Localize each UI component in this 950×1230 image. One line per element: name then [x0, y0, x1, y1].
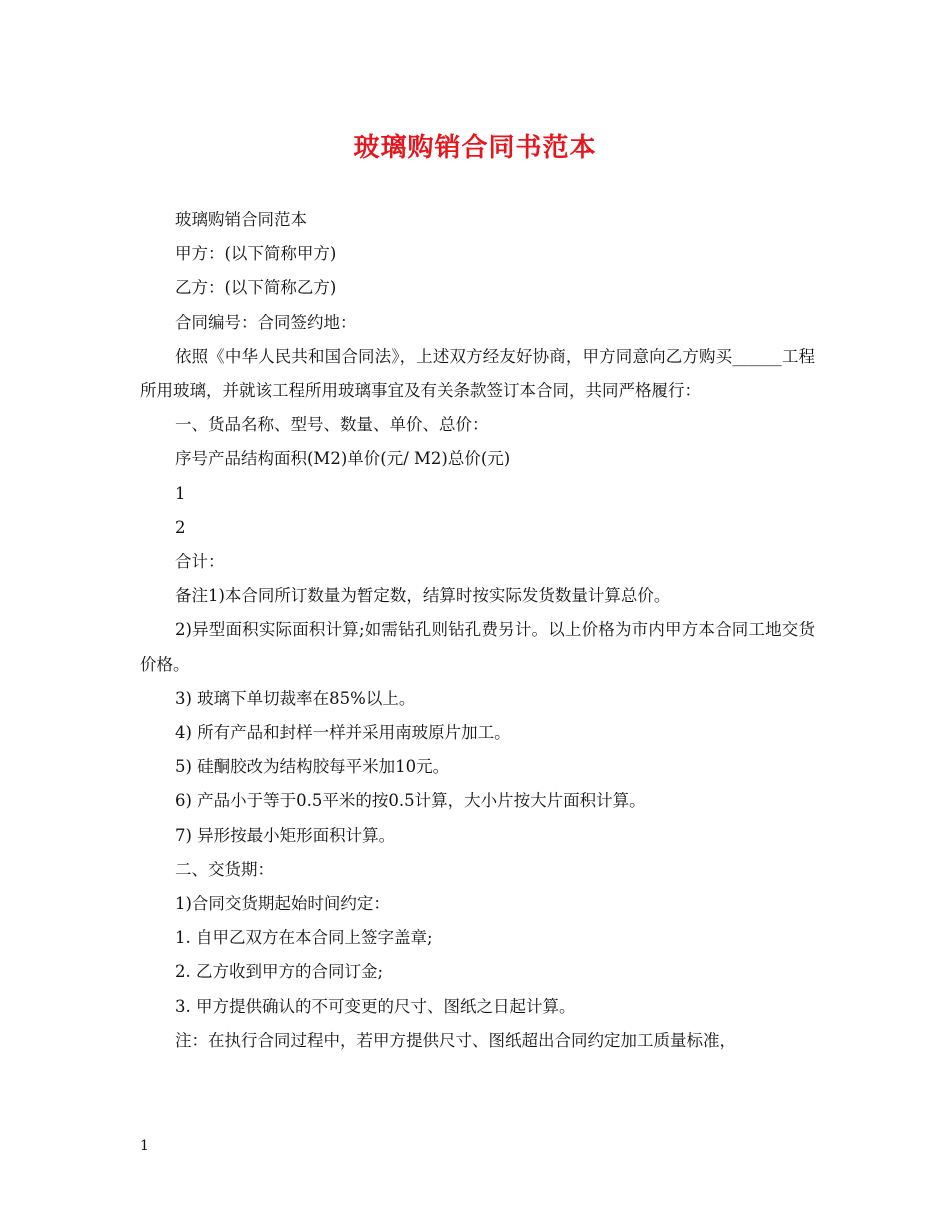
- note-5: 5) 硅酮胶改为结构胶每平米加10元。: [175, 757, 450, 777]
- delivery-start: 1)合同交货期起始时间约定：: [175, 894, 390, 914]
- note-1: 备注1)本合同所订数量为暂定数，结算时按实际发货数量计算总价。: [175, 586, 671, 606]
- paragraph-party-a: 甲方：(以下简称甲方): [175, 244, 337, 264]
- document-body: [140, 203, 815, 1058]
- paragraph-preamble: 依照《中华人民共和国合同法》，上述双方经友好协商，甲方同意向乙方购买______工程所用玻璃，并就该工程所用玻璃事宜及有关条款签订本合同，共同严格履行：: [140, 346, 815, 401]
- paragraph-heading: 玻璃购销合同范本: [175, 210, 307, 229]
- note-6: 6) 产品小于等于0.5平米的按0.5计算，大小片按大片面积计算。: [175, 791, 646, 811]
- delivery-item-1: 1. 自甲乙双方在本合同上签字盖章;: [175, 928, 433, 948]
- delivery-note: 注：在执行合同过程中，若甲方提供尺寸、图纸超出合同约定加工质量标准，: [175, 1030, 736, 1050]
- goods-total: 合计：: [175, 552, 225, 572]
- paragraph-contract-number: 合同编号：合同签约地：: [175, 312, 357, 332]
- delivery-item-2: 2. 乙方收到甲方的合同订金;: [175, 962, 384, 982]
- section-delivery: 二、交货期：: [175, 859, 274, 879]
- goods-row-2: 2: [175, 517, 186, 537]
- note-3: 3) 玻璃下单切裁率在85%以上。: [175, 688, 416, 708]
- note-7: 7) 异形按最小矩形面积计算。: [175, 825, 396, 845]
- section-goods: 一、货品名称、型号、数量、单价、总价：: [175, 415, 489, 435]
- document-title: 玻璃购销合同书范本: [353, 133, 597, 163]
- note-4: 4) 所有产品和封样一样并采用南玻原片加工。: [175, 723, 511, 743]
- goods-table-header: 序号产品结构面积(M2)单价(元/ M2)总价(元): [175, 449, 511, 469]
- paragraph-party-b: 乙方：(以下简称乙方): [175, 278, 337, 298]
- page-number: 1: [140, 1138, 149, 1154]
- delivery-item-3: 3. 甲方提供确认的不可变更的尺寸、图纸之日起计算。: [175, 996, 576, 1016]
- note-2: 2)异型面积实际面积计算;如需钻孔则钻孔费另计。以上价格为市内甲方本合同工地交货价格。: [140, 620, 815, 674]
- goods-row-1: 1: [175, 483, 186, 503]
